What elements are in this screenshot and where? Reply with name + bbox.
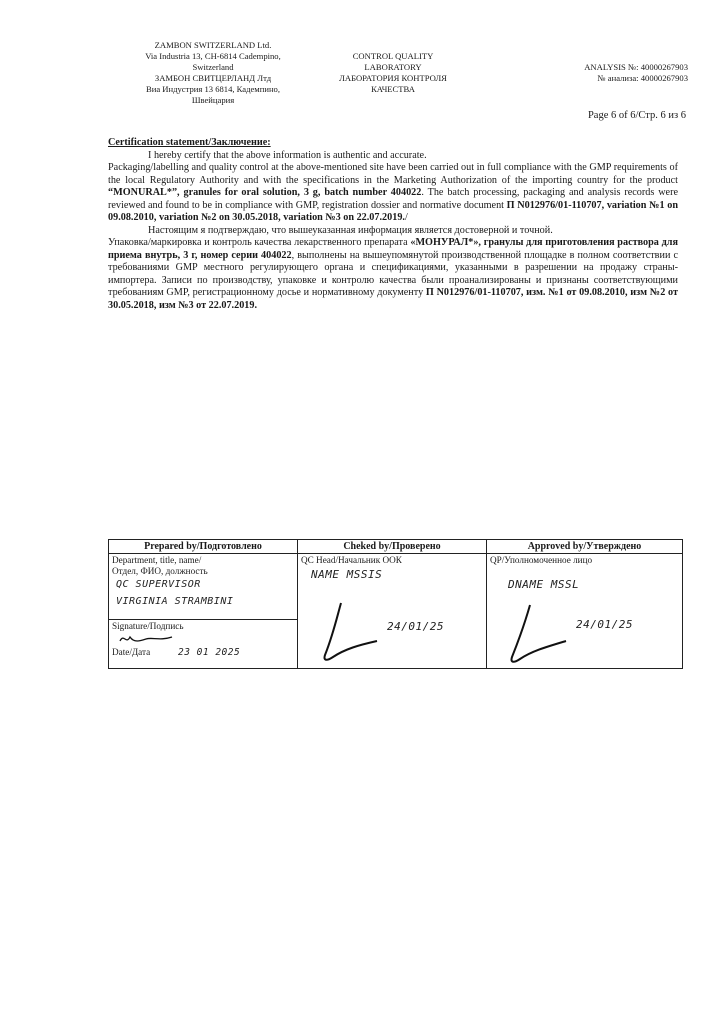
checked-handwritten-date: 24/01/25 xyxy=(387,620,444,633)
company-line: ЗАМБОН СВИТЦЕРЛАНД Лтд xyxy=(154,73,272,83)
company-line: ZAMBON SWITZERLAND Ltd. xyxy=(154,40,272,50)
approved-handwritten-date: 24/01/25 xyxy=(576,618,633,631)
product-name-ru: «МОНУРАЛ*», гранулы для приготовления раствора для приема внутрь, 3 г, номер серии 404022 xyxy=(108,237,678,261)
certification-statement xyxy=(108,137,678,312)
product-name-en: “MONURAL*”, granules for oral solution, 3 g, batch number 404022 xyxy=(108,187,422,198)
checked-signature-icon xyxy=(311,599,381,667)
department-label: Department, title, name/ xyxy=(112,555,202,565)
lab-line: ЛАБОРАТОРИЯ КОНТРОЛЯ xyxy=(339,73,447,83)
prepared-by-header: Prepared by/Подготовлено xyxy=(109,540,298,554)
date-label: Date/Дата xyxy=(112,647,151,658)
approved-signature-icon xyxy=(502,601,572,667)
english-text: Packaging/labelling and quality control at the above-mentioned site have been carried out in full compliance with the GMP requirements of the local Regulatory Authority and with the specifications in the Marketing Authorization of the importing country for the product xyxy=(108,162,678,186)
english-intro: I hereby certify that the above information is authentic and accurate. xyxy=(148,149,427,161)
lab-line: CONTROL QUALITY xyxy=(352,51,434,61)
analysis-line: ANALYSIS №: 40000267903 xyxy=(584,62,688,72)
english-text: . The batch processing, packaging and analysis records were reviewed and found to be in compliance with GMP, registration dossier and normative document xyxy=(108,187,678,211)
certification-title: Certification statement/Заключение: xyxy=(108,137,271,148)
normative-document-ru: П N012976/01-110707, изм. №1 от 09.08.2010, изм №2 от 30.05.2018, изм №3 от 22.07.2019. xyxy=(108,287,678,311)
russian-paragraph xyxy=(108,237,678,312)
page-number: Page 6 of 6/Стр. 6 из 6 xyxy=(587,110,686,121)
approved-role: QP/Уполномоченное лицо xyxy=(490,555,593,565)
approved-handwritten-name: DNAME MSSL xyxy=(508,578,580,591)
lab-line: LABORATORY xyxy=(364,62,422,72)
handwritten-name: VIRGINIA STRAMBINI xyxy=(116,596,234,607)
english-text: / xyxy=(404,212,408,223)
russian-text: Упаковка/маркировка и контроль качества лекарственного препарата xyxy=(108,237,411,248)
analysis-line: № анализа: 40000267903 xyxy=(597,73,688,83)
signature-table xyxy=(108,539,683,669)
handwritten-title: QC SUPERVISOR xyxy=(116,579,201,590)
russian-intro: Настоящим я подтверждаю, что вышеуказанная информация является достоверной и точной. xyxy=(148,224,553,236)
english-paragraph xyxy=(108,162,678,225)
approved-by-header: Approved by/Утверждено xyxy=(487,540,683,554)
checked-role: QC Head/Начальник ООК xyxy=(301,555,402,565)
prepared-signature-icon xyxy=(116,631,176,647)
company-line: Via Industria 13, CH-6814 Cadempino, xyxy=(145,51,281,61)
checked-by-header: Cheked by/Проверено xyxy=(298,540,487,554)
department-label-ru: Отдел, ФИО, должность xyxy=(112,566,208,576)
checked-by-cell xyxy=(298,554,487,669)
lab-title xyxy=(318,51,468,95)
analysis-number xyxy=(488,62,688,84)
company-line: Швейцария xyxy=(191,95,235,105)
prepared-handwritten-date: 23 01 2025 xyxy=(178,647,241,659)
approved-by-cell xyxy=(487,554,683,669)
checked-handwritten-name: NAME MSSIS xyxy=(311,568,383,581)
lab-line: КАЧЕСТВА xyxy=(371,84,415,94)
prepared-signature-cell xyxy=(109,620,298,669)
company-address xyxy=(128,40,298,106)
company-line: Виа Индустрия 13 6814, Кадемпино, xyxy=(146,84,280,94)
prepared-department-cell xyxy=(109,554,298,620)
company-line: Switzerland xyxy=(192,62,234,72)
russian-text: , выполнены на вышеупомянутой производственной площадке в полном соответствии с требованиями GMP местного регулирующего органа и спецификациями, указанными в разрешении на продажу страны-импортера. Записи по производству, упаковке и контролю качества были проанализированы и признаны соответствующими требованиям GMP, регистрационному досье и нормативному документу xyxy=(108,249,678,298)
normative-document-en: П N012976/01-110707, variation №1 on 09.08.2010, variation №2 on 30.05.2018, variation №3 on 22.07.2019. xyxy=(108,199,678,223)
signature-label: Signature/Подпись xyxy=(112,621,184,632)
